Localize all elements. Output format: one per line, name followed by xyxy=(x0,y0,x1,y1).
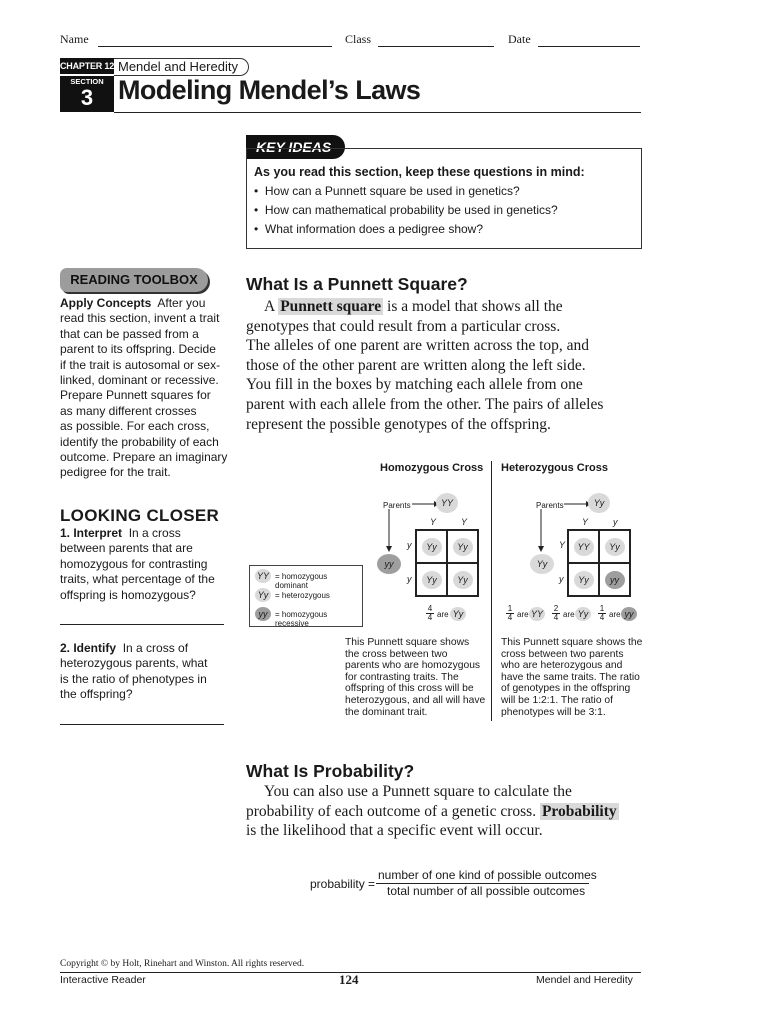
parent-arrow-down xyxy=(536,509,546,553)
legend-yy-hetero: Yy xyxy=(255,588,271,602)
answer-line-1[interactable] xyxy=(60,624,224,625)
cell-homo: Yy xyxy=(453,571,473,589)
class-label: Class xyxy=(345,32,372,46)
chapter-header xyxy=(60,57,641,114)
apply-label: Apply Concepts xyxy=(60,296,152,310)
looking-closer-title: LOOKING CLOSER xyxy=(60,506,220,525)
question-1: 1. Interpret In a cross between parents that are homozygous for contrasting traits, what percentage of the offspring is homozygous? xyxy=(60,526,215,602)
parent-top-homo: YY xyxy=(436,493,458,513)
legend-yy-dominant: YY xyxy=(256,571,269,581)
formula-numerator: number of one kind of possible outcomes xyxy=(378,868,597,882)
key-idea-item: • How can a Punnett square be used in genetics? xyxy=(254,184,520,198)
key-ideas-tab: KEY IDEAS xyxy=(246,135,345,159)
homo-ratio: 4 4 are Yy xyxy=(426,605,470,625)
heterozygous-title: Heterozygous Cross xyxy=(501,462,608,474)
probability-heading: What Is Probability? xyxy=(246,761,415,781)
key-ideas-box xyxy=(246,148,642,249)
probability-formula xyxy=(310,868,610,902)
term-probability: Probability xyxy=(541,802,617,820)
cell-homo: Yy xyxy=(422,571,442,589)
name-label: Name xyxy=(60,32,89,46)
homozygous-title: Homozygous Cross xyxy=(380,462,484,474)
cell-hetero: YY xyxy=(574,538,594,556)
formula-denominator: total number of all possible outcomes xyxy=(387,884,586,898)
term-punnett-square: Punnett square xyxy=(280,298,382,315)
cell-hetero: Yy xyxy=(605,538,625,556)
hetero-ratios: 1 4 are YY 2 4 are Yy 1 4 are yy xyxy=(506,605,651,625)
cell-hetero: yy xyxy=(605,571,625,589)
key-idea-item: • How can mathematical probability be used in genetics? xyxy=(254,203,558,217)
page-number: 124 xyxy=(339,972,359,987)
probability-paragraph: You can also use a Punnett square to calculate the probability of each outcome of a genetic cross. Probability is the likelihood that a specific event will occur. xyxy=(246,783,617,840)
date-label: Date xyxy=(508,32,531,46)
date-line[interactable] xyxy=(538,46,640,47)
page-title: Modeling Mendel’s Laws xyxy=(118,75,421,105)
cell-hetero: Yy xyxy=(574,571,594,589)
section-box xyxy=(60,76,114,112)
footer-right: Mendel and Heredity xyxy=(536,974,633,986)
name-line[interactable] xyxy=(98,46,332,47)
punnett-figure: Homozygous Cross Heterozygous Cross YY = homozygous dominant Yy = heterozygous yy = homozygous recessive Parents YY yy Y Y y y Yy Yy Yy Yy 4 4 are Yy Parents Yy Yy Y y Y y YY Yy Yy yy 1 4 are YY 2 4 are Yy 1 4 are yy This Punnett square shows the cross between two parents who are homozygous for contrasting traits. The offspring of this cross will be heterozygous, and all will have the dominant trait. This Punnett square shows the cross between two parents who are heterozygous and have the same traits. The ratio of genotypes in the offspring will be 1:2:1. The ratio of phenotypes will be 3:1. xyxy=(240,455,650,730)
section-word: SECTION xyxy=(70,77,104,86)
legend-yy-recessive: yy xyxy=(255,607,271,621)
class-line[interactable] xyxy=(378,46,494,47)
key-idea-item: • What information does a pedigree show? xyxy=(254,222,484,236)
punnett-grid-homozygous xyxy=(415,529,479,597)
apply-concepts: Apply Concepts After you read this section, invent a trait that can be passed from a parent to its offspring. Decide if the trait is autosomal or sex- linked, dominant or recessive. Prepare Punnett squares for as many different crosses as possible. For each cross, identify the probability of each outcome. Prepare an imaginary pedigree for the trait. xyxy=(60,296,228,480)
homo-caption: This Punnett square shows the cross between two parents who are homozygous for contrasting traits. The offspring of this cross will be heterozygous, and all will have the dominant trait. xyxy=(345,637,486,718)
punnett-heading: What Is a Punnett Square? xyxy=(246,274,468,294)
chapter-label: CHAPTER 12 xyxy=(60,58,114,74)
parents-label: Parents xyxy=(383,501,411,510)
chapter-title: Mendel and Heredity xyxy=(114,58,249,76)
key-ideas-question: As you read this section, keep these questions in mind: xyxy=(254,165,585,179)
cell-homo: Yy xyxy=(453,538,473,556)
cell-homo: Yy xyxy=(422,538,442,556)
answer-line-2[interactable] xyxy=(60,724,224,725)
figure-divider xyxy=(491,461,492,721)
legend-box: YY = homozygous dominant Yy = heterozygous yy = homozygous recessive xyxy=(249,565,363,627)
footer-left: Interactive Reader xyxy=(60,974,146,986)
punnett-paragraph: A Punnett square is a model that shows all the genotypes that could result from a particular cross. The alleles of one parent are written across the top, and those of the other parent are written along the left side. You fill in the boxes by matching each allele from one parent with each allele from the other. The pairs of alleles represent the possible genotypes of the offspring. xyxy=(246,298,604,433)
question-2: 2. Identify In a cross of heterozygous parents, what is the ratio of phenotypes in the offspring? xyxy=(60,641,208,702)
parent-left-hetero: Yy xyxy=(530,554,554,574)
copyright: Copyright © by Holt, Rinehart and Winston. All rights reserved. xyxy=(60,959,305,969)
formula-label: probability = xyxy=(310,877,376,891)
parent-arrow-down xyxy=(384,509,394,553)
section-number: 3 xyxy=(80,85,94,110)
hetero-caption: This Punnett square shows the cross between two parents who are heterozygous and have the same traits. The ratio of genotypes in the offspring will be 1:2:1. The ratio of phenotypes will be 3:1. xyxy=(501,637,643,718)
title-rule xyxy=(114,112,641,113)
parent-left-homo: yy xyxy=(377,554,401,574)
parent-top-hetero: Yy xyxy=(588,493,610,513)
reading-toolbox-tab: READING TOOLBOX xyxy=(60,268,208,292)
punnett-grid-heterozygous xyxy=(567,529,631,597)
parents-label: Parents xyxy=(536,501,564,510)
